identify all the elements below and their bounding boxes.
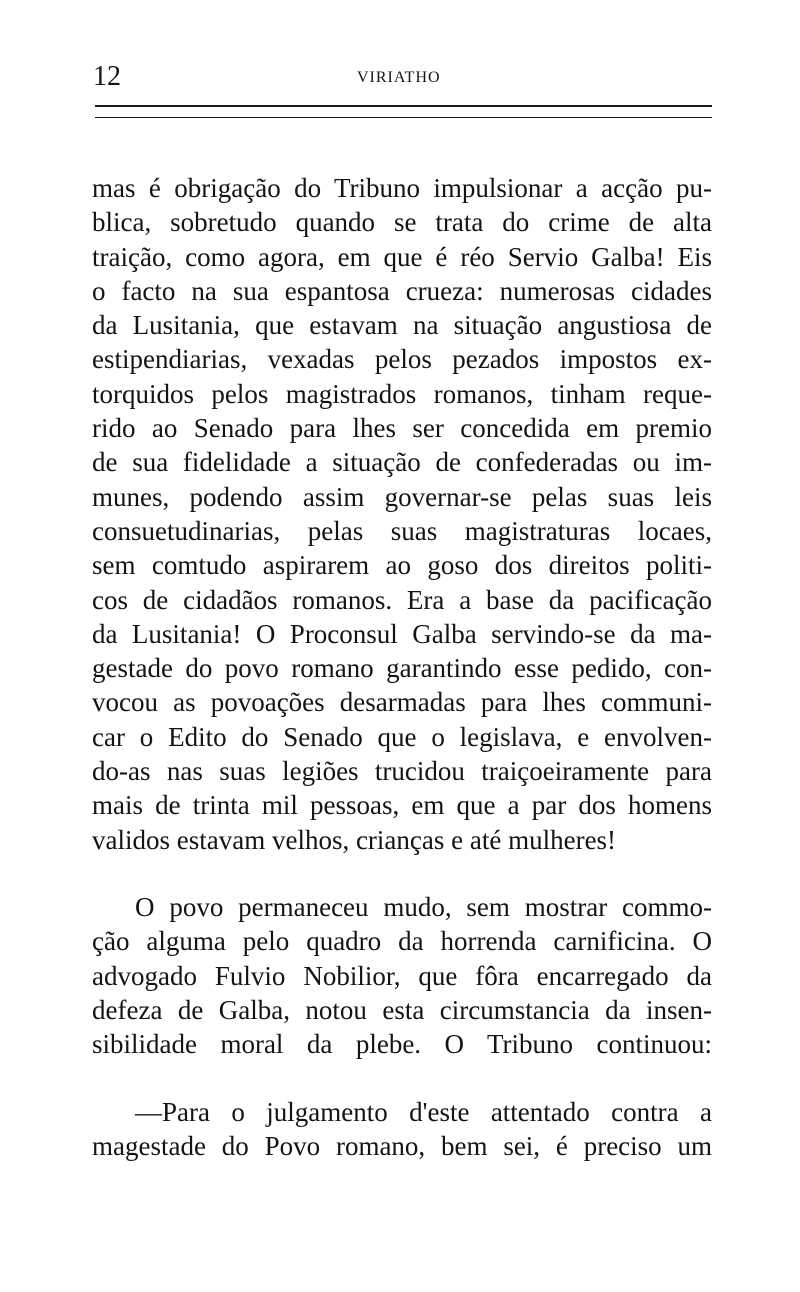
text-line: vocou as povoações desarmadas para lhes communi- <box>92 687 712 718</box>
text-line: blica, sobretudo quando se trata do crime de alta <box>92 207 712 238</box>
text-line: rido ao Senado para lhes ser concedida em premio <box>92 413 712 444</box>
text-line: do-as nas suas legiões trucidou traiçoeiramente para <box>92 756 712 787</box>
text-line: defeza de Galba, notou esta circumstancia da insen- <box>92 994 712 1025</box>
text-line: mas é obrigação do Tribuno impulsionar a acção pu- <box>92 173 712 203</box>
text-line: da Lusitania, que estavam na situação angustiosa de <box>92 310 712 341</box>
page-number: 12 <box>93 61 121 92</box>
text-line: ção alguma pelo quadro da horrenda carnificina. O <box>92 926 712 957</box>
paragraph-1 <box>92 171 712 857</box>
text-line: o facto na sua espantosa crueza: numerosas cidades <box>92 275 712 306</box>
text-line: sibilidade moral da plebe. O Tribuno continuou: <box>92 1029 712 1060</box>
text-line: munes, podendo assim governar-se pelas suas leis <box>92 481 712 512</box>
text-line: advogado Fulvio Nobilior, que fôra encarregado da <box>92 960 712 991</box>
header-rule-bottom <box>95 117 712 118</box>
paragraph-3 <box>92 1095 712 1164</box>
text-line: —Para o julgamento d'este attentado contra a <box>135 1097 712 1127</box>
page-header <box>93 60 713 96</box>
text-line: estipendiarias, vexadas pelos pezados impostos ex- <box>92 344 712 375</box>
text-line: sem comtudo aspirarem ao goso dos direitos politi- <box>92 550 712 581</box>
text-line: da Lusitania! O Proconsul Galba servindo-se da ma- <box>92 618 712 649</box>
running-head: VIRIATHO <box>357 69 441 86</box>
text-line: mais de trinta mil pessoas, em que a par dos homens <box>92 790 712 821</box>
header-rule-top <box>95 105 712 107</box>
text-line: consuetudinarias, pelas suas magistraturas locaes, <box>92 515 712 546</box>
text-line: validos estavam velhos, crianças e até mulheres! <box>92 824 617 855</box>
text-line: cos de cidadãos romanos. Era a base da pacificação <box>92 584 712 615</box>
text-line: traição, como agora, em que é réo Servio Galba! Eis <box>92 241 712 272</box>
text-line: de sua fidelidade a situação de confederadas ou im- <box>92 447 712 478</box>
text-line: gestade do povo romano garantindo esse pedido, con- <box>92 653 712 684</box>
text-line: car o Edito do Senado que o legislava, e envolven- <box>92 721 712 752</box>
text-line: magestade do Povo romano, bem sei, é preciso um <box>92 1131 712 1162</box>
text-line: torquidos pelos magistrados romanos, tinham reque- <box>92 378 712 409</box>
text-line: O povo permaneceu mudo, sem mostrar commo- <box>135 892 712 922</box>
paragraph-2 <box>92 890 712 1061</box>
